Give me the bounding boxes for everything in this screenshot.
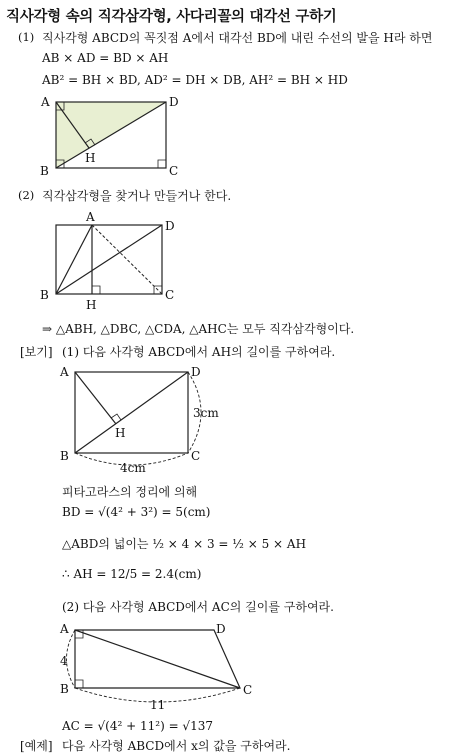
figure3-side-4cm: 4cm	[120, 461, 146, 475]
example-solution-line5: AC = √(4² + 11²) = √137	[62, 719, 213, 733]
example-solution-line1: 피타고라스의 정리에 의해	[62, 485, 198, 499]
figure4-label-d: D	[216, 622, 226, 636]
figure1-label-h: H	[85, 151, 96, 165]
figure4-label-a: A	[60, 622, 69, 636]
figure3-side-3cm: 3cm	[193, 406, 219, 420]
part1-number: (1)	[18, 30, 35, 44]
example-solution-line3: △ABD의 넓이는 ½ × 4 × 3 = ½ × 5 × AH	[62, 537, 307, 551]
example-solution-line4: ∴ AH = 12/5 = 2.4(cm)	[62, 567, 202, 581]
page-title: 직사각형 속의 직각삼각형, 사다리꼴의 대각선 구하기	[6, 9, 337, 25]
part2-conclusion: ⇒ △ABH, △DBC, △CDA, △AHC는 모두 직각삼각형이다.	[42, 322, 355, 336]
figure3-label-h: H	[115, 426, 126, 440]
part2-text: 직각삼각형을 찾거나 만들거나 한다.	[42, 189, 232, 203]
figure4-side-11: 11	[150, 698, 166, 712]
figure2-label-h: H	[86, 298, 97, 312]
figure2-label-b: B	[40, 288, 49, 302]
figure1-label-b: B	[40, 164, 49, 178]
figure4-label-b: B	[60, 682, 69, 696]
figure4-diagonal-ac	[75, 630, 240, 688]
part1-eq1: AB × AD = BD × AH	[42, 51, 169, 65]
figure1-label-d: D	[169, 95, 179, 109]
figure3-label-a: A	[60, 365, 69, 379]
figure4-label-c: C	[243, 683, 253, 697]
figure3-label-c: C	[191, 449, 201, 463]
figure4-side-4: 4	[60, 654, 68, 668]
part1-text: 직사각형 ABCD의 꼭짓점 A에서 대각선 BD에 내린 수선의 발을 H라 하면	[42, 31, 433, 45]
part2-number: (2)	[18, 188, 35, 202]
figure2-label-a: A	[86, 210, 95, 224]
example-question2: (2) 다음 사각형 ABCD에서 AC의 길이를 구하여라.	[62, 600, 334, 614]
exercise-text: 다음 사각형 ABCD에서 x의 값을 구하여라.	[62, 739, 291, 753]
figure3-label-d: D	[191, 365, 201, 379]
part1-eq2: AB² = BH × BD, AD² = DH × DB, AH² = BH × HD	[42, 73, 348, 87]
example-solution-line2: BD = √(4² + 3²) = 5(cm)	[62, 505, 211, 519]
example-question1: (1) 다음 사각형 ABCD에서 AH의 길이를 구하여라.	[62, 345, 336, 359]
figure1-label-c: C	[169, 164, 179, 178]
figure1-label-a: A	[41, 95, 50, 109]
figure4-right-angle-b	[75, 680, 83, 688]
example-tag: [보기]	[20, 345, 53, 359]
exercise-tag: [예제]	[20, 739, 53, 753]
figure2-label-d: D	[165, 219, 175, 233]
figure2-label-c: C	[165, 288, 175, 302]
figure3-label-b: B	[60, 449, 69, 463]
